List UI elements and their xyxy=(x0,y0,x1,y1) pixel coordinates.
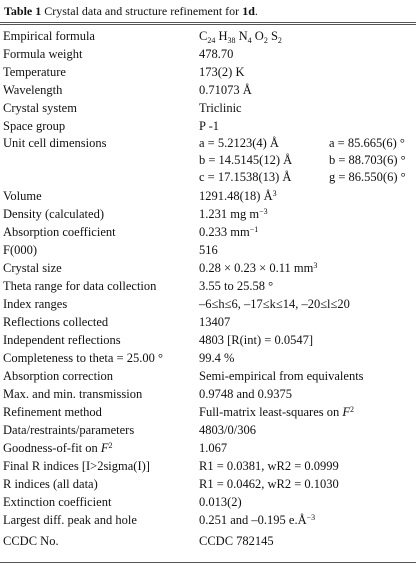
row-label: Theta range for data collection xyxy=(3,279,157,293)
row-value: 0.013(2) xyxy=(199,495,242,509)
table-row xyxy=(3,295,413,313)
table-row xyxy=(3,81,413,99)
top-rule xyxy=(0,22,416,23)
table-row-unit-cell xyxy=(3,135,413,187)
row-label: Unit cell dimensions xyxy=(3,136,107,150)
crystal-data-table xyxy=(3,27,413,550)
table-caption xyxy=(4,3,258,19)
table-row xyxy=(3,63,413,81)
cell-angle-beta: b = 88.703(6) ° xyxy=(329,153,406,167)
row-value: Triclinic xyxy=(199,101,242,115)
row-label: Crystal system xyxy=(3,101,77,115)
table-label: Table 1 xyxy=(4,4,42,18)
table-row xyxy=(3,475,413,493)
cell-angle-gamma: g = 86.550(6) ° xyxy=(329,170,406,184)
row-value: 516 xyxy=(199,243,218,257)
table-row xyxy=(3,331,413,349)
row-value: Semi-empirical from equivalents xyxy=(199,369,364,383)
row-label: Extinction coefficient xyxy=(3,495,112,509)
row-label: CCDC No. xyxy=(3,534,59,548)
table-row xyxy=(3,45,413,63)
row-label: Space group xyxy=(3,119,66,133)
table-row xyxy=(3,241,413,259)
row-value: R1 = 0.0381, wR2 = 0.0999 xyxy=(199,459,339,473)
row-value: –6≤h≤6, –17≤k≤14, –20≤l≤20 xyxy=(199,297,350,311)
cell-angle-alpha: a = 85.665(6) ° xyxy=(329,136,405,150)
table-row xyxy=(3,205,413,223)
row-value: CCDC 782145 xyxy=(199,534,274,548)
row-label: Absorption coefficient xyxy=(3,225,116,239)
cell-length-a: a = 5.2123(4) Å xyxy=(199,136,279,150)
row-label: Volume xyxy=(3,189,42,203)
row-value: 13407 xyxy=(199,315,231,329)
table-row xyxy=(3,457,413,475)
bottom-rule xyxy=(0,562,416,563)
cell-angles xyxy=(329,135,406,186)
table-row xyxy=(3,349,413,367)
empirical-formula-value: $C_{24}$ $H_{38}$ $N_4$ $O_2$ $S_2$ xyxy=(199,29,282,45)
row-label: Goodness-of-fit on $F^2$ xyxy=(3,441,113,455)
row-value: 0.9748 and 0.9375 xyxy=(199,387,293,401)
row-label: Wavelength xyxy=(3,83,63,97)
row-label: Density (calculated) xyxy=(3,207,104,221)
row-label: Independent reflections xyxy=(3,333,121,347)
row-label: Refinement method xyxy=(3,405,102,419)
row-label: Temperature xyxy=(3,65,66,79)
row-value: 0.71073 Å xyxy=(199,83,252,97)
table-row xyxy=(3,313,413,331)
row-label: Reflections collected xyxy=(3,315,109,329)
row-value: R1 = 0.0462, wR2 = 0.1030 xyxy=(199,477,339,491)
cell-length-c: c = 17.1538(13) Å xyxy=(199,170,292,184)
table-row xyxy=(3,187,413,205)
table-row xyxy=(3,117,413,135)
row-value: 0.251 and –0.195 $e.Å^{-3}$ xyxy=(199,513,316,527)
row-label: Formula weight xyxy=(3,47,83,61)
table-row xyxy=(3,385,413,403)
table-row-ccdc xyxy=(3,532,413,550)
caption-text: Crystal data and structure refinement for xyxy=(41,4,243,18)
row-value: 4803/0/306 xyxy=(199,423,256,437)
table-row xyxy=(3,99,413,117)
row-label: Completeness to theta = 25.00 ° xyxy=(3,351,163,365)
table-row xyxy=(3,367,413,385)
table-row xyxy=(3,421,413,439)
top-rule-inner xyxy=(0,24,416,25)
row-value: P -1 xyxy=(199,119,220,133)
row-label: Index ranges xyxy=(3,297,68,311)
row-value: 0.233 $mm^{-1}$ xyxy=(199,225,259,239)
cell-lengths xyxy=(199,135,292,186)
row-value: 173(2) K xyxy=(199,65,245,79)
row-value: Full-matrix least-squares on $F^2$ xyxy=(199,405,355,419)
table-row xyxy=(3,493,413,511)
row-label: R indices (all data) xyxy=(3,477,98,491)
row-value: 1.231 mg $m^{-3}$ xyxy=(199,207,268,221)
caption-end: . xyxy=(254,4,258,18)
row-label: F(000) xyxy=(3,243,38,257)
caption-compound: 1d xyxy=(242,4,255,18)
row-label: Absorption correction xyxy=(3,369,114,383)
row-label: Data/restraints/parameters xyxy=(3,423,135,437)
row-label: Empirical formula xyxy=(3,29,95,43)
cell-length-b: b = 14.5145(12) Å xyxy=(199,153,293,167)
table-row-empirical-formula xyxy=(3,27,413,45)
row-value: 0.28 × 0.23 × 0.11 $mm^3$ xyxy=(199,261,318,275)
table-row xyxy=(3,277,413,295)
row-value: 478.70 xyxy=(199,47,234,61)
row-value: 1291.48(18) $Å^3$ xyxy=(199,189,277,203)
table-row xyxy=(3,511,413,529)
table-row xyxy=(3,403,413,421)
table-row xyxy=(3,259,413,277)
row-value: 3.55 to 25.58 ° xyxy=(199,279,274,293)
row-label: Max. and min. transmission xyxy=(3,387,143,401)
row-label: Crystal size xyxy=(3,261,62,275)
row-label: Final R indices [I>2sigma(I)] xyxy=(3,459,150,473)
row-label: Largest diff. peak and hole xyxy=(3,513,137,527)
row-value: 1.067 xyxy=(199,441,228,455)
row-value: 99.4 % xyxy=(199,351,235,365)
row-value: 4803 [R(int) = 0.0547] xyxy=(199,333,313,347)
table-row xyxy=(3,223,413,241)
table-row xyxy=(3,439,413,457)
